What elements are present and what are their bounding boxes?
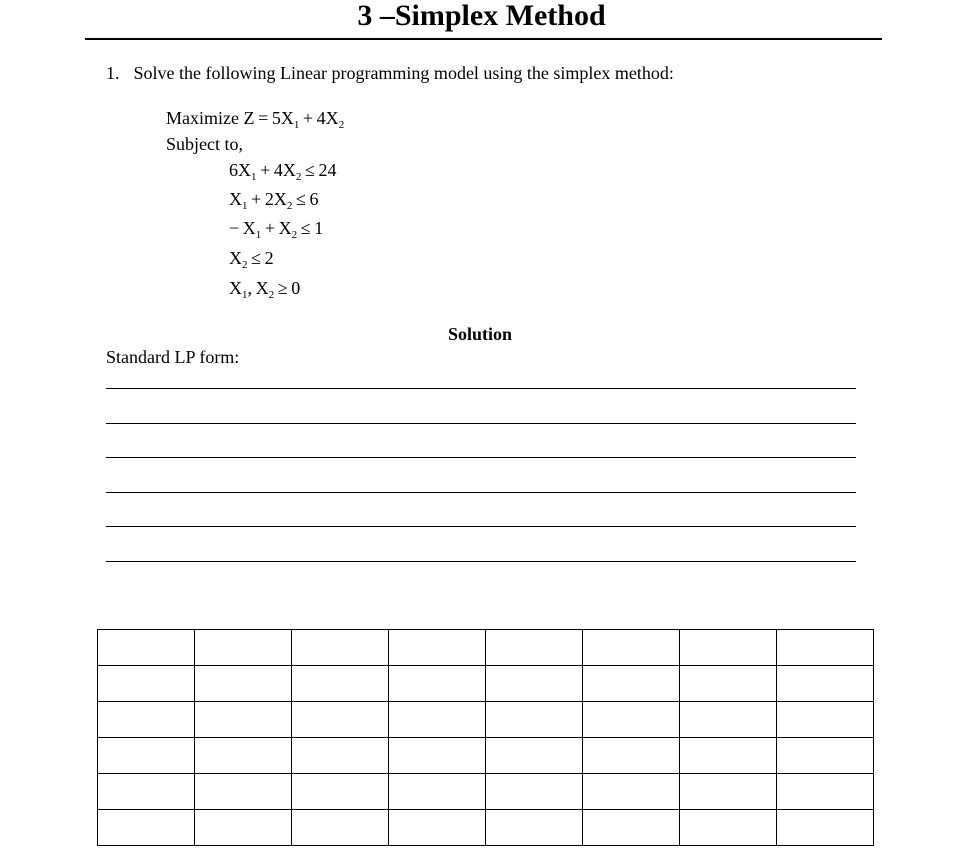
nonnegativity-constraint: $X_1$, $X_2 \ge 0$ — [229, 278, 301, 301]
table-cell — [680, 738, 777, 774]
table-cell — [680, 666, 777, 702]
subject-to-label: Subject to, — [166, 134, 243, 154]
table-cell — [680, 630, 777, 666]
page-title: 3 –Simplex Method — [357, 0, 606, 32]
table-cell — [777, 738, 874, 774]
table-cell — [486, 630, 583, 666]
table-row — [98, 630, 874, 666]
table-cell — [583, 666, 680, 702]
table-cell — [583, 810, 680, 846]
table-cell — [583, 774, 680, 810]
table-cell — [389, 774, 486, 810]
table-row — [98, 702, 874, 738]
table-row — [98, 810, 874, 846]
table-cell — [583, 630, 680, 666]
table-cell — [486, 774, 583, 810]
table-cell — [777, 810, 874, 846]
table-cell — [292, 666, 389, 702]
constraint-5-rhs: 0 — [291, 278, 301, 298]
constraint-3: − $X_1 + X_2 \le 1$ — [229, 218, 324, 241]
constraint-3-rhs: 1 — [314, 218, 324, 238]
table-cell — [389, 702, 486, 738]
objective-function: Maximize $Z = 5X_1 + 4X_2$ — [166, 108, 345, 131]
table-cell — [389, 738, 486, 774]
table-cell — [486, 666, 583, 702]
answer-line — [106, 526, 856, 527]
objective-prefix: Maximize Z = 5X — [166, 108, 294, 128]
table-cell — [98, 810, 195, 846]
simplex-tableau-grid — [97, 629, 874, 846]
table-cell — [292, 630, 389, 666]
table-row — [98, 738, 874, 774]
question-text: Solve the following Linear programming model using the simplex method: — [133, 63, 674, 83]
constraint-2-rhs: 6 — [309, 189, 319, 209]
table-cell — [389, 810, 486, 846]
solution-heading: Solution — [448, 324, 513, 344]
table-cell — [292, 774, 389, 810]
table-row — [98, 666, 874, 702]
table-cell — [583, 702, 680, 738]
table-cell — [680, 774, 777, 810]
table-cell — [777, 702, 874, 738]
table-cell — [98, 666, 195, 702]
table-cell — [777, 666, 874, 702]
table-cell — [195, 738, 292, 774]
table-cell — [98, 738, 195, 774]
table-cell — [583, 738, 680, 774]
table-cell — [292, 810, 389, 846]
constraint-4-rhs: 2 — [264, 248, 274, 268]
table-cell — [98, 630, 195, 666]
table-cell — [777, 630, 874, 666]
table-cell — [195, 630, 292, 666]
table-cell — [195, 702, 292, 738]
constraint-1-rhs: 24 — [318, 160, 337, 180]
standard-form-label: Standard LP form: — [106, 347, 240, 367]
table-cell — [777, 774, 874, 810]
table-cell — [680, 702, 777, 738]
answer-line — [106, 492, 856, 493]
table-cell — [195, 774, 292, 810]
table-cell — [389, 666, 486, 702]
table-cell — [486, 738, 583, 774]
table-cell — [98, 702, 195, 738]
table-cell — [292, 702, 389, 738]
constraint-1: $6X_1 + 4X_2 \le 24$ — [229, 160, 337, 183]
table-cell — [195, 810, 292, 846]
table-cell — [680, 810, 777, 846]
answer-line — [106, 561, 856, 562]
table-row — [98, 774, 874, 810]
title-underline — [85, 38, 882, 40]
table-cell — [98, 774, 195, 810]
table-cell — [389, 630, 486, 666]
table-cell — [486, 810, 583, 846]
constraint-2: $X_1 + 2X_2 \le 6$ — [229, 189, 319, 212]
answer-line — [106, 388, 856, 389]
table-cell — [292, 738, 389, 774]
question-1 — [106, 61, 674, 85]
constraint-4: $X_2 \le 2$ — [229, 248, 274, 271]
answer-line — [106, 423, 856, 424]
table-cell — [195, 666, 292, 702]
question-number: 1. — [106, 63, 120, 83]
table-cell — [486, 702, 583, 738]
answer-line — [106, 457, 856, 458]
